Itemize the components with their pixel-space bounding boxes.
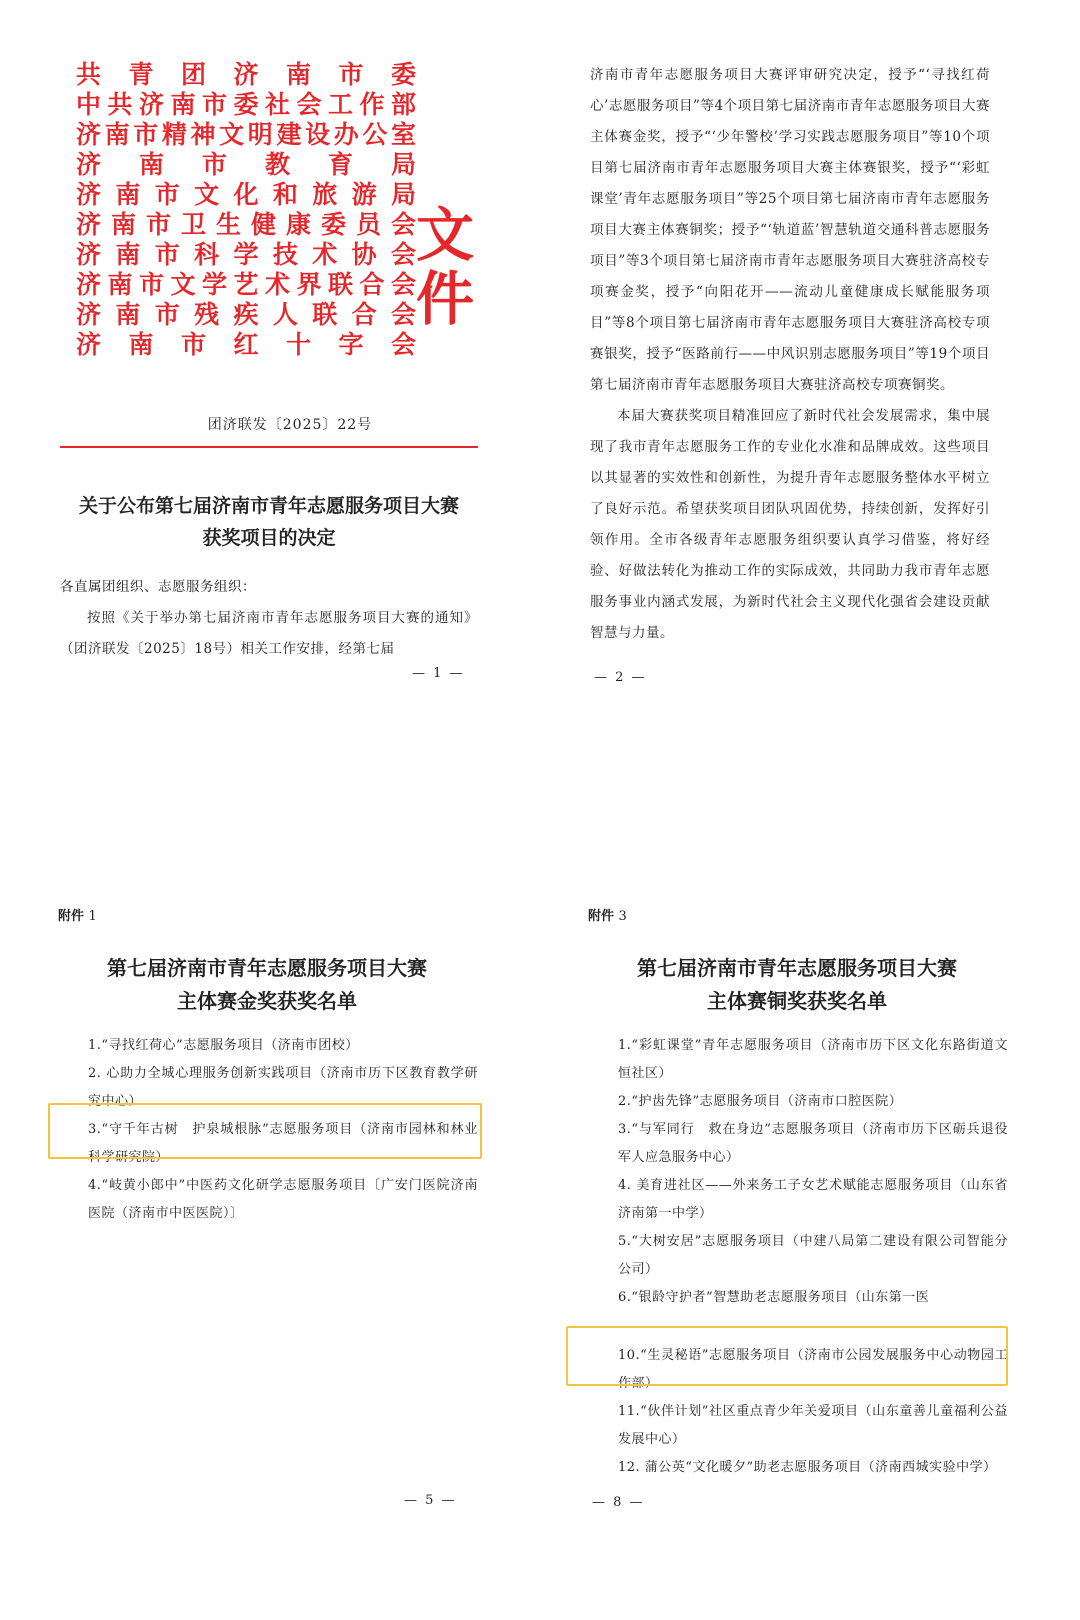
salutation: 各直属团组织、志愿服务组织： [60, 579, 256, 595]
issuer-list [76, 60, 416, 360]
list-item-text: 5.“大树安居”志愿服务项目（中建八局第二建设有限公司智能分公司） [618, 1234, 1008, 1277]
document-page-1 [60, 60, 520, 681]
issuer-org: 济南市残疾人联合会 [76, 300, 416, 329]
page-number: — 8 — [592, 1495, 645, 1510]
attachment-label [58, 905, 518, 924]
page-number: — 5 — [404, 1493, 457, 1508]
list-item-text: 1.“彩虹课堂”青年志愿服务项目（济南市历下区文化东路街道文恒社区） [618, 1038, 1008, 1081]
issuer-org: 中共济南市委社会工作部 [76, 90, 416, 119]
title-line: 主体赛铜奖获奖名单 [707, 989, 887, 1013]
issuer-org: 济南市科学技术协会 [76, 240, 416, 269]
issuer-org: 济南市卫生健康委员会 [76, 210, 416, 239]
highlight-box [566, 1326, 1008, 1386]
list-item-text: 2.“护齿先锋”志愿服务项目（济南市口腔医院） [618, 1094, 903, 1109]
list-item [588, 1284, 1008, 1312]
list-title [588, 952, 1006, 1018]
body-paragraph: 济南市青年志愿服务项目大赛评审研究决定，授予“‘寻找红荷心’志愿服务项目”等4个项目第七届济南市青年志愿服务项目大赛主体赛金奖，授予“‘少年警校’学习实践志愿服务项目”等10个项目第七届济南市青年志愿服务项目大赛主体赛银奖，授予“‘彩虹课堂’青年志愿服务项目”等25个项目第七届济南市青年志愿服务项目大赛主体赛铜奖；授予“‘轨道蓝’智慧轨道交通科普志愿服务项目”等3个项目第七届济南市青年志愿服务项目大赛驻济高校专项赛金奖，授予“向阳花开——流动儿童健康成长赋能服务项目”等8个项目第七届济南市青年志愿服务项目大赛驻济高校专项赛银奖，授予“医路前行——中风识别志愿服务项目”等19个项目第七届济南市青年志愿服务项目大赛驻济高校专项赛铜奖。 [590, 67, 990, 393]
list-item-text: 2. 心助力全城心理服务创新实践项目（济南市历下区教育教学研究中心） [88, 1066, 478, 1109]
highlight-box [48, 1103, 482, 1159]
list-item-text: 6.“银龄守护者”智慧助老志愿服务项目（山东第一医 [618, 1290, 930, 1305]
attachment-label-text: 附件 [588, 909, 615, 924]
body-paragraph: 按照《关于举办第七届济南市青年志愿服务项目大赛的通知》（团济联发〔2025〕18号）相关工作安排，经第七届 [60, 610, 478, 657]
list-item-text: 4. 美育进社区——外来务工子女艺术赋能志愿服务项目（山东省济南第一中学） [618, 1178, 1008, 1221]
attachment-number: 1 [88, 909, 97, 924]
document-title [60, 490, 478, 554]
red-divider [60, 446, 478, 448]
list-item [588, 1454, 1008, 1482]
list-item-text: 3.“守千年古树 护泉城根脉”志愿服务项目（济南市园林和林业科学研究院） [88, 1122, 478, 1165]
award-list [588, 1032, 1008, 1482]
title-line: 第七届济南市青年志愿服务项目大赛 [637, 956, 957, 980]
issuer-org: 济南市文学艺术界联合会 [76, 270, 416, 299]
body-paragraph: 本届大赛获奖项目精准回应了新时代社会发展需求，集中展现了我市青年志愿服务工作的专业化水准和品牌成效。这些项目以其显著的实效性和创新性，为提升青年志愿服务整体水平树立了良好示范。希望获奖项目团队巩固优势，持续创新，发挥好引领作用。全市各级青年志愿服务组织要认真学习借鉴，将好经验、好做法转化为推动工作的实际成效，共同助力我市青年志愿服务事业内涵式发展，为新时代社会主义现代化强省会建设贡献智慧与力量。 [590, 408, 990, 641]
list-item [58, 1032, 478, 1060]
list-item-text: 1.“寻找红荷心”志愿服务项目（济南市团校） [88, 1038, 359, 1053]
list-item-text: 12. 蒲公英“文化暖夕”助老志愿服务项目（济南西城实验中学） [618, 1460, 997, 1475]
document-page-5 [58, 905, 518, 1508]
list-item [588, 1172, 1008, 1228]
attachment-label-text: 附件 [58, 909, 85, 924]
page-number: — 1 — [412, 666, 465, 681]
list-item [588, 1398, 1008, 1454]
attachment-label [588, 905, 1048, 924]
list-item-text: 10.“生灵秘语”志愿服务项目（济南市公园发展服务中心动物园工作部） [618, 1348, 1008, 1391]
document-number: 团济联发〔2025〕22号 [207, 417, 373, 433]
list-item [588, 1032, 1008, 1088]
document-mark: 文件 [416, 201, 471, 333]
title-line: 第七届济南市青年志愿服务项目大赛 [107, 956, 427, 980]
list-item [58, 1172, 478, 1228]
issuer-org: 共青团济南市委 [76, 60, 416, 89]
title-line: 主体赛金奖获奖名单 [177, 989, 357, 1013]
title-line: 获奖项目的决定 [202, 527, 336, 549]
document-page-2 [590, 60, 1050, 685]
list-title [58, 952, 476, 1018]
list-item [588, 1088, 1008, 1116]
list-item [588, 1228, 1008, 1284]
list-item-text: 3.“与军同行 救在身边”志愿服务项目（济南市历下区砺兵退役军人应急服务中心） [618, 1122, 1008, 1165]
issuer-org: 济南市文化和旅游局 [76, 180, 416, 209]
page-number: — 2 — [594, 670, 647, 685]
list-item [588, 1116, 1008, 1172]
issuer-org: 济南市精神文明建设办公室 [76, 120, 416, 149]
document-page-8 [588, 905, 1048, 1510]
title-line: 关于公布第七届济南市青年志愿服务项目大赛 [78, 495, 459, 517]
list-item-text: 4.“岐黄小郎中”中医药文化研学志愿服务项目〔广安门医院济南医院（济南市中医医院）〕 [88, 1178, 478, 1221]
list-item-text: 11.“伙伴计划”社区重点青少年关爱项目（山东童善儿童福利公益发展中心） [618, 1404, 1008, 1447]
attachment-number: 3 [618, 909, 627, 924]
issuer-org: 济南市红十字会 [76, 330, 416, 359]
issuer-org: 济南市教育局 [76, 150, 416, 179]
